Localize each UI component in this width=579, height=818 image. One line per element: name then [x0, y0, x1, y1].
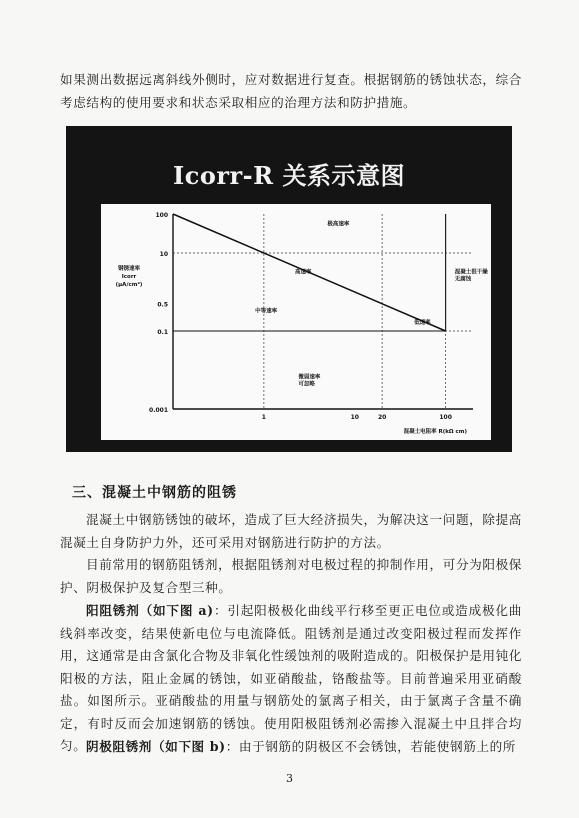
x-tick-label: 1 — [261, 414, 266, 421]
paragraph-1: 混凝土中钢筋锈蚀的破坏，造成了巨大经济损失，为解决这一问题，除提高混凝土自身防护力外，还可采用对钢筋进行防护的方法。 — [60, 512, 522, 550]
region-label: 高速率 — [295, 269, 312, 276]
y-tick-label: 0.5 — [157, 301, 168, 309]
region-label: 微弱速率可忽略 — [298, 374, 321, 388]
x-axis-label: 混凝土电阻率 R(kΩ cm) — [403, 429, 467, 435]
y-tick-label: 10 — [159, 251, 168, 258]
paragraph-3-lead: 阳阻锈剂（如下图 a) — [86, 603, 214, 618]
region-label: 混凝土很干燥无腐蚀 — [454, 269, 488, 283]
page-number: 3 — [286, 772, 293, 785]
plot-area — [101, 204, 491, 440]
x-tick-label: 20 — [377, 414, 387, 421]
chart-svg — [101, 204, 491, 440]
y-axis-label: 钢锈速率 Icorr (μA/cm²) — [115, 266, 143, 288]
paragraph-4 — [60, 736, 522, 759]
y-tick-label: 0.1 — [157, 329, 168, 336]
y-tick-label: 0.001 — [149, 407, 168, 414]
paragraph-3 — [60, 600, 522, 758]
intro-paragraph: 如果测出数据远离斜线外侧时，应对数据进行复查。根据钢筋的锈蚀状态，综合考虑结构的使用要求和状态采取相应的治理方法和防护措施。 — [60, 72, 522, 110]
paragraph-3-text: ：引起阳极极化曲线平行移至更正电位或造成极化曲线斜率改变，结果使新电位与电流降低。阻锈剂是通过改变阳极过程而发挥作用，这通常是由含氯化合物及非氧化性缓蚀剂的吸附造成的。阳极保护是用钝化阳极的方法，阻止金属的锈蚀，如亚硝酸盐，铬酸盐等。目前普遍采用亚硝酸盐。如图所示。亚硝酸盐的用量与钢筋处的氯离子相关，由于氯离子含量不确定，有时反而会加速钢筋的锈蚀。使用阳极阻锈剂必需掺入混凝土中且拌合均匀。 — [60, 603, 522, 753]
y-tick-label: 100 — [155, 212, 168, 219]
region-label: 低速率 — [414, 320, 431, 327]
section-heading: 三、混凝土中钢筋的阻锈 — [72, 485, 237, 501]
x-tick-label: 10 — [350, 414, 359, 421]
region-label: 极高速率 — [327, 221, 350, 228]
region-label: 中等速率 — [255, 308, 278, 315]
paragraph-4-lead: 阴极阻锈剂（如下图 b) — [86, 739, 226, 754]
chart-title: Icorr-R 关系示意图 — [173, 161, 405, 190]
x-tick-label: 100 — [439, 414, 452, 421]
icorr-r-figure — [66, 126, 512, 452]
paragraph-2: 目前常用的钢筋阻锈剂，根据阻锈剂对电极过程的抑制作用，可分为阳极保护、阴极保护及复合型三种。 — [60, 557, 522, 595]
paragraph-4-text: ：由于钢筋的阴极区不会锈蚀，若能使钢筋上的所 — [225, 739, 516, 754]
